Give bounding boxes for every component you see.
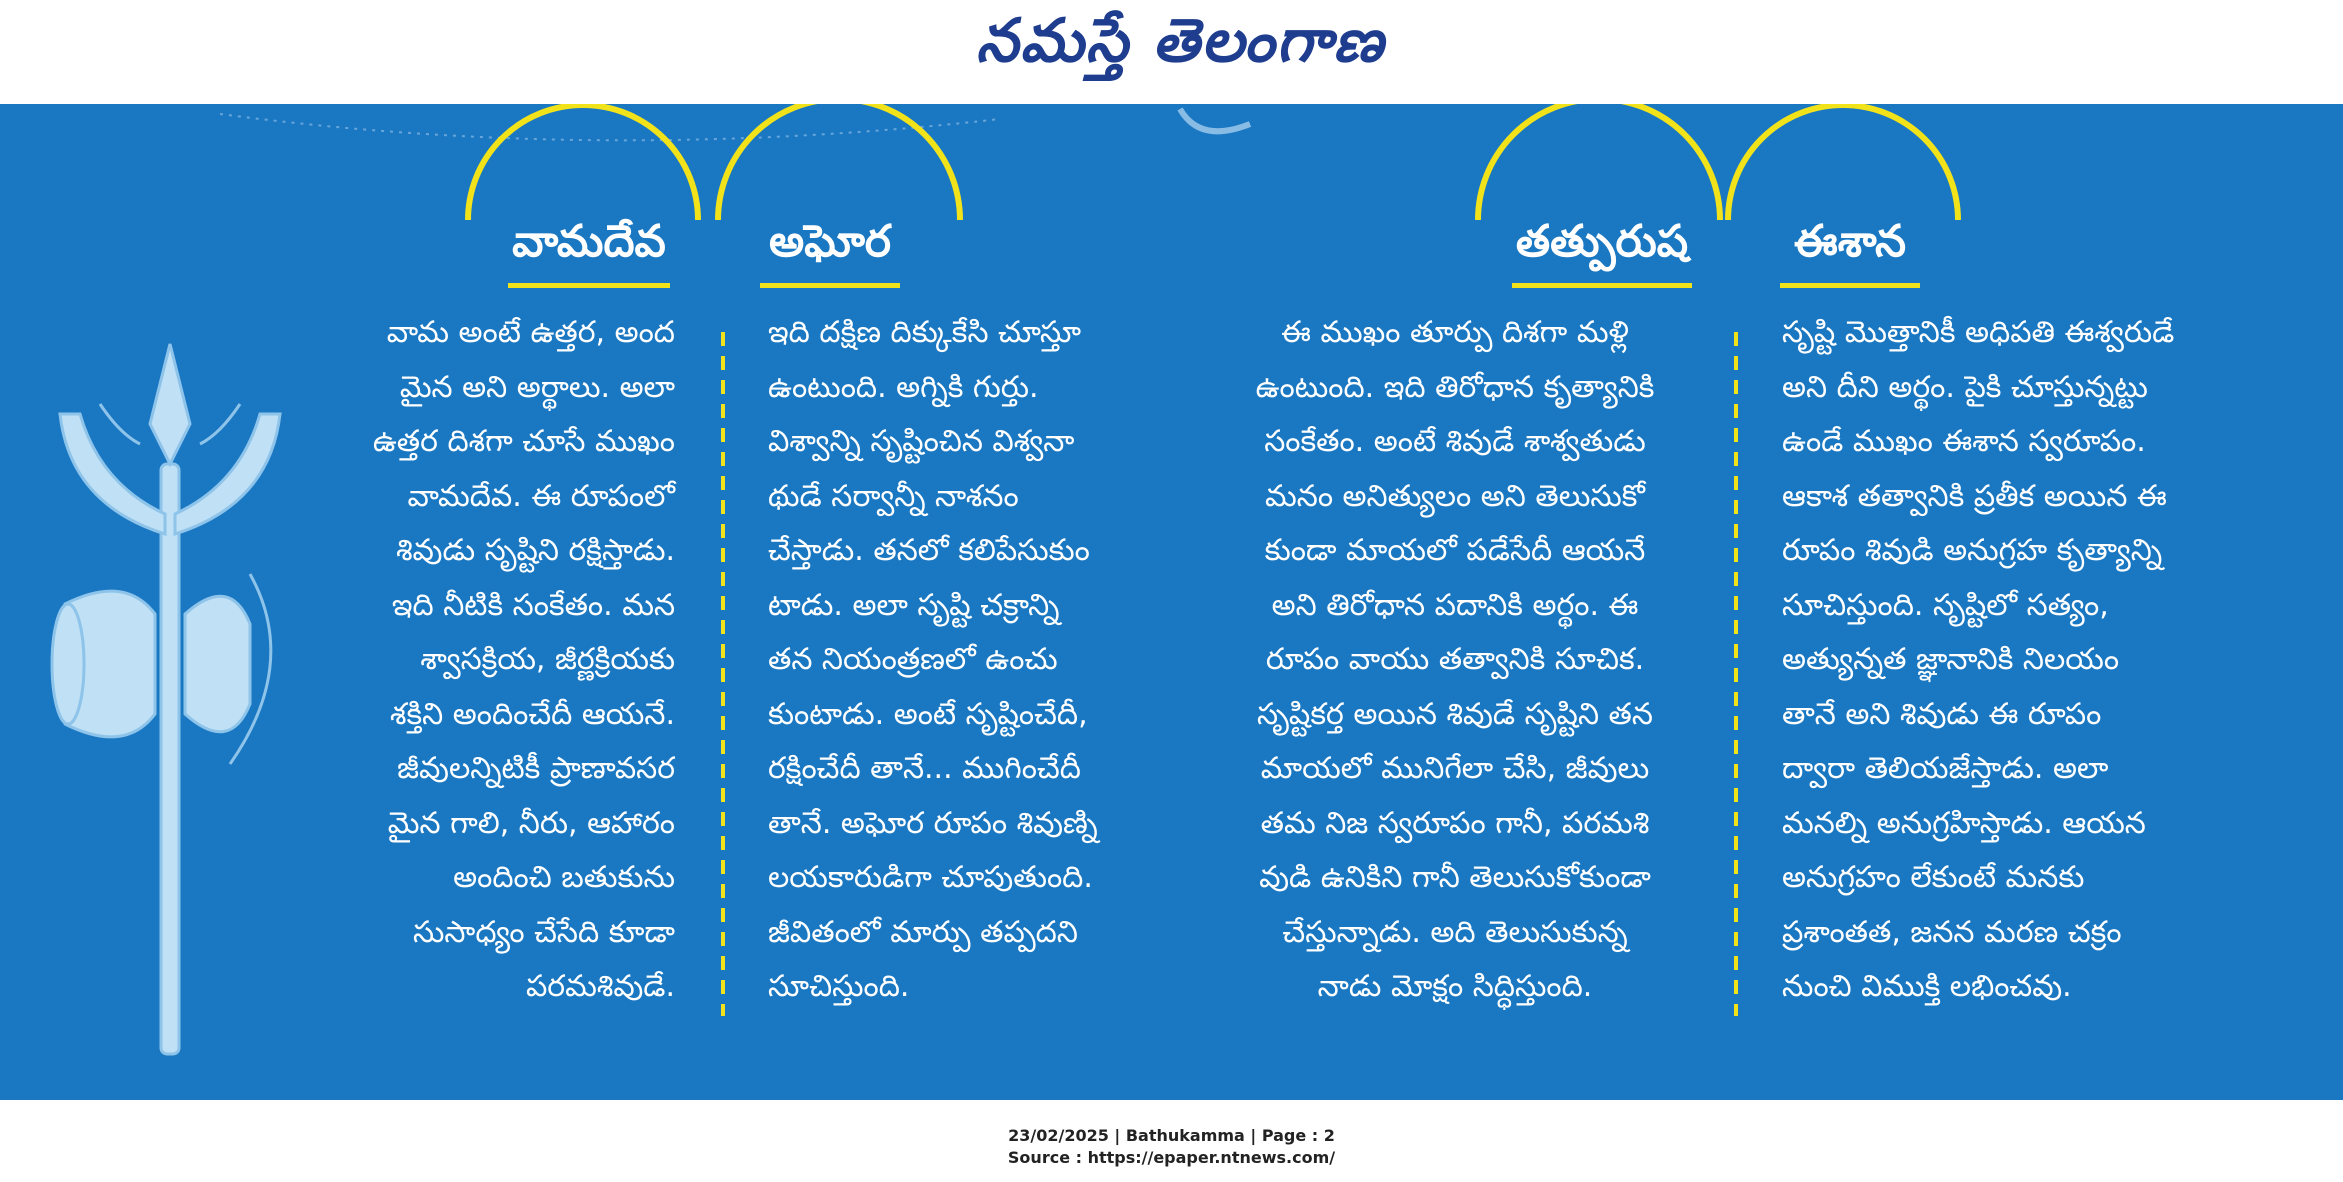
trident-damaru-icon xyxy=(52,344,280,1054)
article-line: కుంటాడు. అంటే సృష్టించేదీ, xyxy=(768,696,1088,732)
footer-date-line: 23/02/2025 | Bathukamma | Page : 2 xyxy=(1008,1126,1335,1145)
article-line: లయకారుడిగా చూపుతుంది. xyxy=(768,860,1093,895)
arc-tatpurusha xyxy=(1478,104,1720,220)
arc-vamadeva xyxy=(468,105,698,220)
article-line: అని తిరోధాన పదానికి అర్థం. ఈ xyxy=(1271,587,1639,623)
article-line: ఇది దక్షిణ దిక్కుకేసి చూస్తూ xyxy=(768,315,1082,350)
article-line: ఉంటుంది. ఇది తిరోధాన కృత్యానికి xyxy=(1255,369,1655,405)
article-line: సూచిస్తుంది. xyxy=(768,969,910,1004)
article-line: ఉత్తర దిశగా చూసే ముఖం xyxy=(372,424,675,459)
article-line: కుండా మాయలో పడేసేదీ ఆయనే xyxy=(1264,533,1646,568)
arc-eesana xyxy=(1728,105,1958,220)
article-line: థుడే సర్వాన్నీ నాశనం xyxy=(768,478,1019,514)
article-line: రక్షించేదీ తానే... ముగించేదీ xyxy=(768,751,1081,786)
article-line: జీవితంలో మార్పు తప్పదని xyxy=(768,914,1078,950)
article-line: చేస్తున్నాడు. అది తెలుసుకున్న xyxy=(1282,914,1628,950)
article-line: సృష్టి మొత్తానికీ అధిపతి ఈశ్వరుడే xyxy=(1782,315,2175,350)
article-line: ప్రశాంతత, జనన మరణ చక్రం xyxy=(1782,914,2122,950)
article-line: పరమశివుడే. xyxy=(525,969,675,1004)
article-line: తమ నిజ స్వరూపం గానీ, పరమశి xyxy=(1260,805,1650,841)
article-line: సృష్టికర్త అయిన శివుడే సృష్టిని తన xyxy=(1257,696,1653,732)
footer xyxy=(0,1125,2343,1169)
article-line: మైన అని అర్థాలు. అలా xyxy=(399,369,675,405)
decor-curve xyxy=(220,114,1000,140)
article-line: చేస్తాడు. తనలో కలిపేసుకుం xyxy=(768,533,1090,568)
article-line: అందించి బతుకును xyxy=(453,860,675,895)
article-line: వామదేవ. ఈ రూపంలో xyxy=(407,478,675,514)
article-line: ఉంటుంది. అగ్నికి గుర్తు. xyxy=(768,369,1039,405)
article-line: ఇది నీటికి సంకేతం. మన xyxy=(391,587,675,623)
article-line: మనం అనిత్యులం అని తెలుసుకో xyxy=(1265,478,1645,514)
article-line: వుడి ఉనికిని గానీ తెలుసుకోకుండా xyxy=(1259,860,1651,895)
article-line: సంకేతం. అంటే శివుడే శాశ్వతుడు xyxy=(1264,424,1646,459)
article-line: రూపం వాయు తత్వానికి సూచిక. xyxy=(1265,642,1645,677)
article-line: తానే అని శివుడు ఈ రూపం xyxy=(1782,696,2102,732)
heading-aghora: అఘోర xyxy=(760,216,900,278)
article-line: వామ అంటే ఉత్తర, అంద xyxy=(386,315,675,350)
article-line: మనల్ని అనుగ్రహిస్తాడు. ఆయన xyxy=(1782,805,2146,841)
article-line: అనుగ్రహం లేకుంటే మనకు xyxy=(1782,860,2085,895)
article-line: నుంచి విముక్తి లభించవు. xyxy=(1782,969,2072,1004)
heading-tatpurusha: తత్పురుష xyxy=(1512,216,1692,278)
article-line: విశ్వాన్ని సృష్టించిన విశ్వనా xyxy=(768,424,1075,459)
article-line: శ్వాసక్రియ, జీర్ణక్రియకు xyxy=(420,642,675,677)
article-line: అత్యున్నత జ్ఞానానికి నిలయం xyxy=(1782,642,2120,677)
article-line: మైన గాలి, నీరు, ఆహారం xyxy=(387,805,675,841)
article-line: జీవులన్నిటికీ ప్రాణావసర xyxy=(397,751,675,786)
arc-aghora xyxy=(718,104,960,220)
article-line: అని దీని అర్థం. పైకి చూస్తున్నట్టు xyxy=(1782,369,2148,405)
article-line: ఆకాశ తత్వానికి ప్రతీక అయిన ఈ xyxy=(1782,478,2167,514)
article-line: మాయలో మునిగేలా చేసి, జీవులు xyxy=(1260,751,1650,786)
heading-eesana: ఈశాన xyxy=(1780,216,1920,278)
article-line: తానే. అఘోర రూపం శివుణ్ని xyxy=(768,805,1098,841)
newspaper-logo: నమస్తే తెలంగాణ xyxy=(976,6,1386,76)
decor-curve-center xyxy=(1180,109,1250,131)
masthead xyxy=(0,0,2343,100)
footer-source-line: Source : https://epaper.ntnews.com/ xyxy=(1007,1148,1336,1167)
article-line: శివుడు సృష్టిని రక్షిస్తాడు. xyxy=(396,533,675,568)
article-line: రూపం శివుడి అనుగ్రహ కృత్యాన్ని xyxy=(1782,533,2163,568)
column-tatpurusha xyxy=(1205,306,1705,1015)
article-panel xyxy=(0,104,2343,1100)
article-line: ఉండే ముఖం ఈశాన స్వరూపం. xyxy=(1782,424,2146,459)
article-line: సుసాధ్యం చేసేది కూడా xyxy=(412,914,675,950)
article-line: తన నియంత్రణలో ఉంచు xyxy=(768,642,1058,677)
article-line: నాడు మోక్షం సిద్ధిస్తుంది. xyxy=(1317,969,1593,1004)
column-eesana xyxy=(1782,306,2252,1015)
article-line: సూచిస్తుంది. సృష్టిలో సత్యం, xyxy=(1782,587,2109,623)
heading-vamadeva: వామదేవ xyxy=(508,216,670,278)
article-line: శక్తిని అందించేదీ ఆయనే. xyxy=(390,696,675,732)
article-line: ఈ ముఖం తూర్పు దిశగా మళ్లి xyxy=(1281,315,1629,350)
column-aghora xyxy=(768,306,1168,1015)
column-vamadeva xyxy=(290,306,675,1015)
article-line: టాడు. అలా సృష్టి చక్రాన్ని xyxy=(768,587,1060,623)
article-line: ద్వారా తెలియజేస్తాడు. అలా xyxy=(1782,751,2109,786)
